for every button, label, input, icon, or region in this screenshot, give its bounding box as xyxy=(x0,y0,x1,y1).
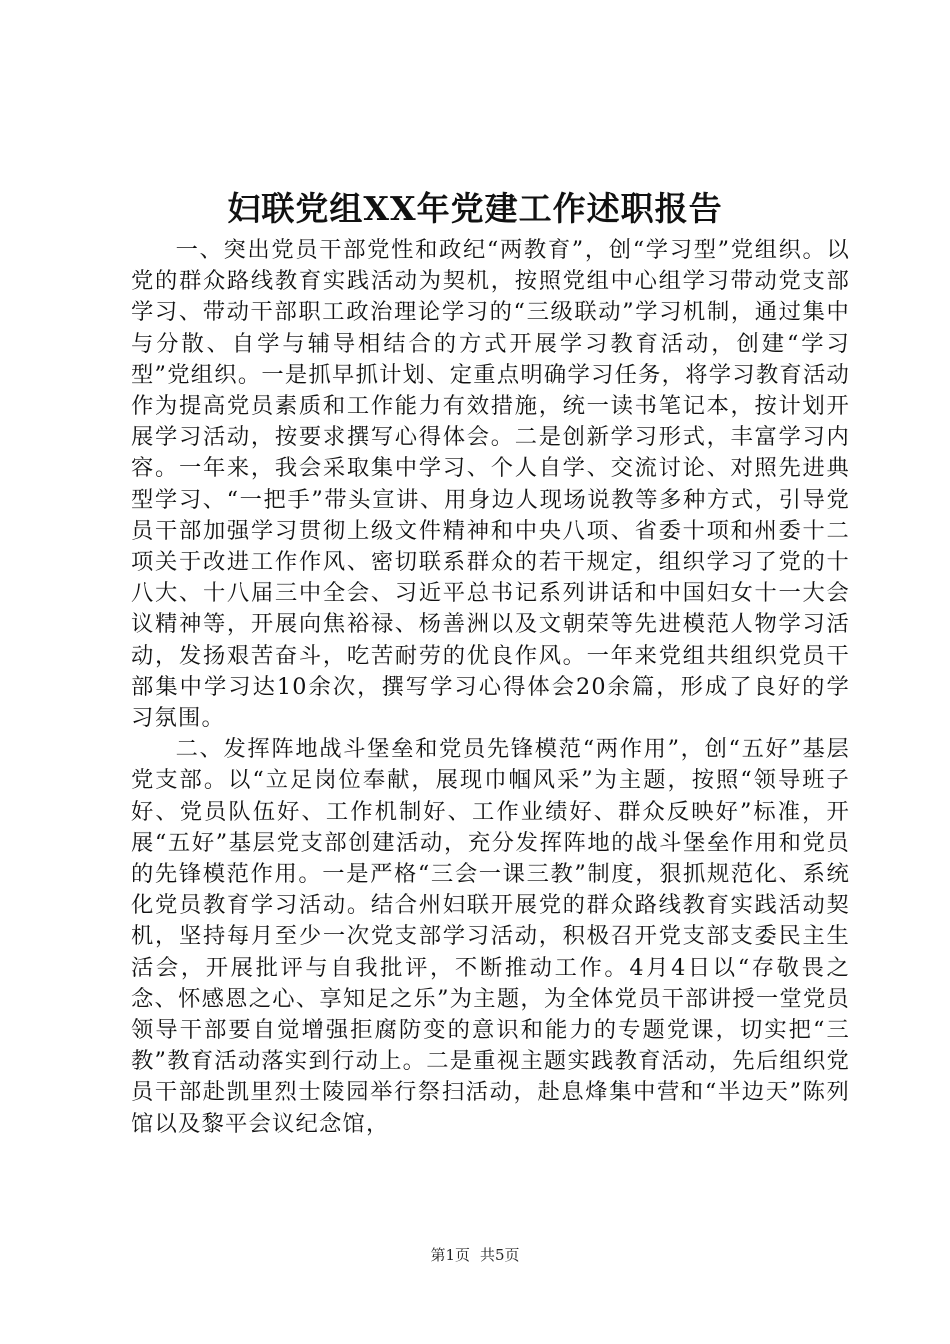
paragraph-1: 一、突出党员干部党性和政纪“两教育”，创“学习型”党组织。以党的群众路线教育实践活动为契机，按照党组中心组学习带动党支部学习、带动干部职工政治理论学习的“三级联动”学习机制，通过集中与分散、自学与辅导相结合的方式开展学习教育活动，创建“学习型”党组织。一是抓早抓计划、定重点明确学习任务，将学习教育活动作为提高党员素质和工作能力有效措施，统一读书笔记本，按计划开展学习活动，按要求撰写心得体会。二是创新学习形式，丰富学习内容。一年来，我会采取集中学习、个人自学、交流讨论、对照先进典型学习、“一把手”带头宣讲、用身边人现场说教等多种方式，引导党员干部加强学习贯彻上级文件精神和中央八项、省委十项和州委十二项关于改进工作作风、密切联系群众的若干规定，组织学习了党的十八大、十八届三中全会、习近平总书记系列讲话和中国妇女十一大会议精神等，开展向焦裕禄、杨善洲以及文朝荣等先进模范人物学习活动，发扬艰苦奋斗，吃苦耐劳的优良作风。一年来党组共组织党员干部集中学习达10余次，撰写学习心得体会20余篇，形成了良好的学习氛围。 xyxy=(131,237,850,732)
page-footer xyxy=(0,1243,950,1267)
document-title: 妇联党组XX年党建工作述职报告 xyxy=(227,189,723,228)
page-number-total: 共5页 xyxy=(480,1246,520,1264)
document-body xyxy=(131,235,850,1140)
page-number-current: 第1页 xyxy=(430,1246,470,1264)
paragraph-2: 二、发挥阵地战斗堡垒和党员先锋模范“两作用”，创“五好”基层党支部。以“立足岗位奉献，展现巾帼风采”为主题，按照“领导班子好、党员队伍好、工作机制好、工作业绩好、群众反映好”标准，开展“五好”基层党支部创建活动，充分发挥阵地的战斗堡垒作用和党员的先锋模范作用。一是严格“三会一课三教”制度，狠抓规范化、系统化党员教育学习活动。结合州妇联开展党的群众路线教育实践活动契机，坚持每月至少一次党支部学习活动，积极召开党支部支委民主生活会，开展批评与自我批评，不断推动工作。4月4日以“存敬畏之念、怀感恩之心、享知足之乐”为主题，为全体党员干部讲授一堂党员领导干部要自觉增强拒腐防变的意识和能力的专题党课，切实把“三教”教育活动落实到行动上。二是重视主题实践教育活动，先后组织党员干部赴凯里烈士陵园举行祭扫活动，赴息烽集中营和“半边天”陈列馆以及黎平会议纪念馆， xyxy=(131,736,850,1137)
